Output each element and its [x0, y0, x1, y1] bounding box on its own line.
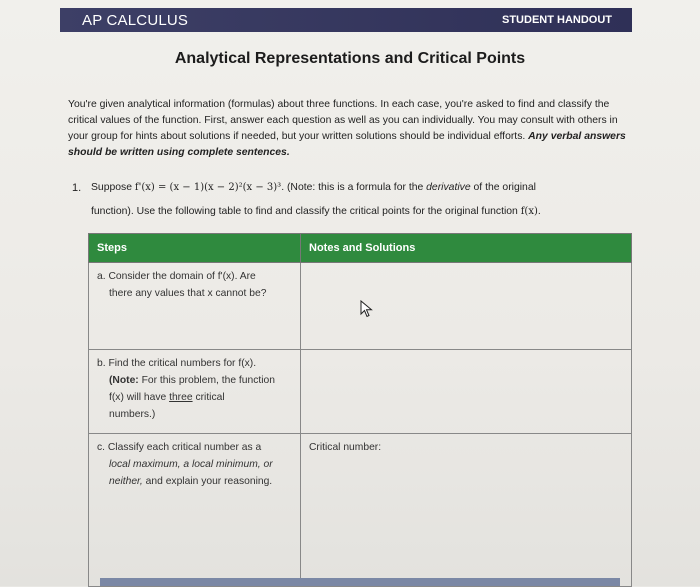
question-number: 1. [72, 182, 82, 194]
step-a-line2: there any values that x cannot be? [109, 288, 267, 299]
step-b-note-label: (Note: [109, 375, 139, 386]
question-line2-end: . [537, 206, 541, 217]
table-row-b [89, 350, 632, 434]
table-row-c [89, 434, 632, 587]
notes-c-cell[interactable] [301, 434, 632, 587]
step-a-line1: a. Consider the domain of f'(x). Are [97, 271, 256, 282]
step-b-line3 [97, 389, 292, 406]
derivative-formula: f'(x) = (x − 1)(x − 2)²(x − 3)³ [134, 182, 282, 193]
step-b-line1: b. Find the critical numbers for f(x). [97, 358, 257, 369]
step-c-line3-rest: and explain your reasoning. [145, 476, 273, 487]
step-c-line1: c. Classify each critical number as a [97, 442, 262, 453]
question-line-1 [91, 182, 631, 193]
question-line2-text: function). Use the following table to find and classify the critical points for the original function [91, 206, 518, 217]
step-a-cell [89, 263, 301, 350]
step-b-line4: numbers.) [109, 409, 156, 420]
step-b-note-rest: For this problem, the function [141, 375, 275, 386]
step-b-line3-end: critical [195, 392, 225, 403]
step-c-line2: local maximum, a local minimum, or [109, 459, 273, 470]
step-b-three: three [169, 392, 193, 403]
question-note-italic: derivative [426, 182, 471, 193]
step-c-cell [89, 434, 301, 587]
notes-b-cell[interactable] [301, 350, 632, 434]
step-b-note [97, 372, 292, 389]
original-function: f(x) [520, 206, 538, 217]
table-header-row [89, 234, 632, 263]
question-line-2 [91, 206, 631, 217]
step-c-neither: neither, [109, 476, 143, 487]
question-note-pre: . (Note: this is a formula for the [281, 182, 424, 193]
intro-paragraph [68, 97, 628, 161]
page-title: Analytical Representations and Critical Points [174, 50, 526, 67]
course-label: AP CALCULUS [82, 12, 189, 29]
header-bar [60, 8, 632, 32]
steps-header: Steps [89, 234, 301, 263]
steps-table [88, 233, 632, 587]
bottom-edge-strip [100, 578, 620, 586]
mouse-pointer-icon [360, 300, 374, 318]
intro-main: You're given analytical information (formulas) about three functions. In each case, you're asked to find and classify the critical values of the function. First, answer each question as well as you can individually. You may consult with others in your group for hints about solutions if needed, but your written solutions should be individual efforts. [68, 99, 618, 142]
intro-emphasis: Any verbal answers should be written using complete sentences. [68, 131, 626, 158]
notes-header: Notes and Solutions [301, 234, 632, 263]
handout-label: STUDENT HANDOUT [502, 14, 612, 26]
notes-a-cell[interactable] [301, 263, 632, 350]
question-note-post: of the original [473, 182, 536, 193]
step-b-line3-text: f(x) will have [109, 392, 167, 403]
step-b-cell [89, 350, 301, 434]
question-suppose: Suppose [91, 182, 133, 193]
step-c-line3 [97, 473, 292, 490]
critical-number-label: Critical number: [309, 442, 382, 453]
